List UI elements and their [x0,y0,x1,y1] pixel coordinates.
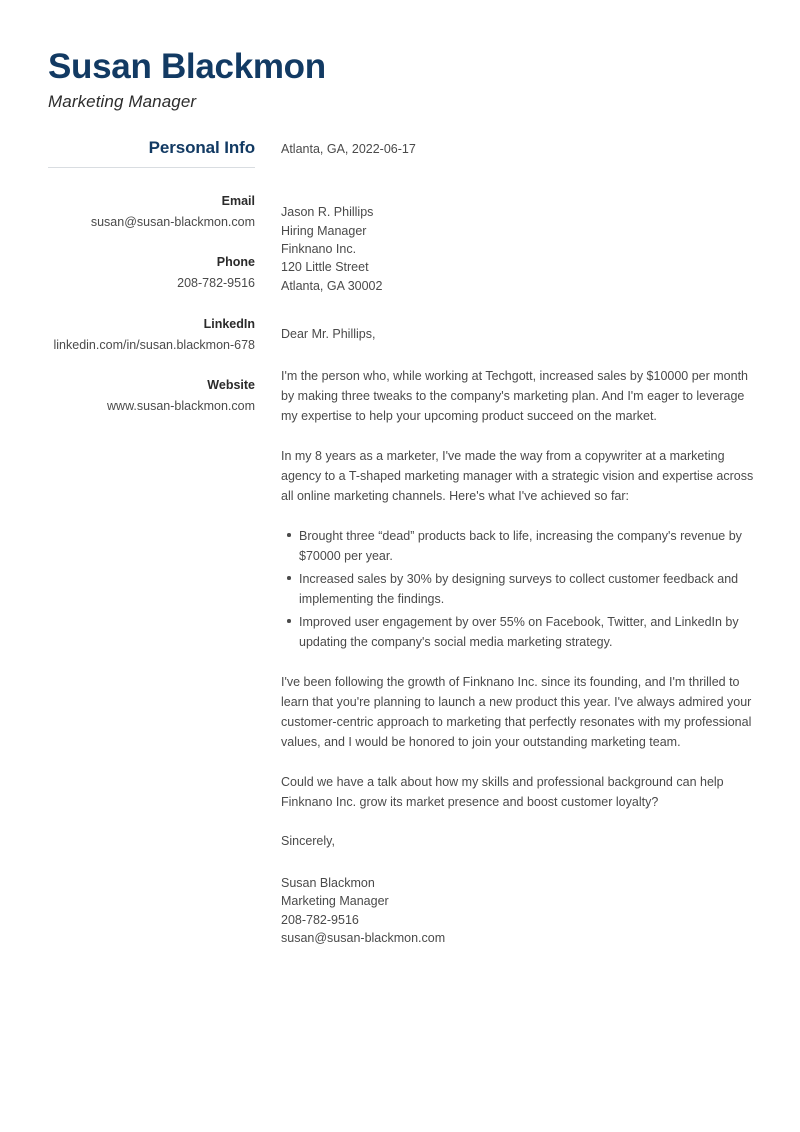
letter-paragraph-1: I'm the person who, while working at Techgott, increased sales by $10000 per month by making three tweaks to the company's marketing plan. And I'm eager to leverage my expertise to help your upcoming product succeed on the market. [281,369,749,424]
signature-title: Marketing Manager [281,894,389,909]
letter-paragraph-4: Could we have a talk about how my skills and professional background can help Finknano Inc. grow its market presence and boost customer loyalty? [281,775,724,810]
contact-value-linkedin[interactable]: linkedin.com/in/susan.blackmon-678 [53,337,255,352]
applicant-job-title: Marketing Manager [48,91,197,111]
letter-paragraph-2: In my 8 years as a marketer, I've made the way from a copywriter at a marketing agency to a T-shaped marketing manager with a strategic vision and expertise across all online marketing channels. Here's what I've achieved so far: [281,449,754,504]
contact-label-website: Website [207,378,255,393]
section-divider [48,167,255,168]
achievement-item: Brought three “dead” products back to life, increasing the company's revenue by $70000 per year. [299,526,754,566]
achievements-list [281,526,754,652]
closing-line: Sincerely, [281,834,335,849]
letter-body-columns [48,138,754,948]
contact-item-phone [48,253,255,293]
contact-label-linkedin: LinkedIn [203,316,255,331]
letter-date: Atlanta, GA, 2022-06-17 [281,141,416,156]
recipient-company: Finknano Inc. [281,241,357,256]
contact-value-email[interactable]: susan@susan-blackmon.com [90,214,255,229]
recipient-title: Hiring Manager [281,223,367,238]
applicant-name: Susan Blackmon [48,47,326,86]
contact-value-website[interactable]: www.susan-blackmon.com [107,399,255,414]
personal-info-heading: Personal Info [148,137,255,157]
recipient-street: 120 Little Street [281,260,369,275]
letter-paragraph-3: I've been following the growth of Finknano Inc. since its founding, and I'm thrilled to learn that you're planning to launch a new product this year. I've always admired your customer-centric approach to marketing that perfectly resonates with my professional values, and I would be honored to join your outstanding marketing team. [281,675,752,750]
salutation: Dear Mr. Phillips, [281,327,376,342]
achievement-item: Improved user engagement by over 55% on Facebook, Twitter, and LinkedIn by updating the company's social media marketing strategy. [299,612,754,652]
achievement-item: Increased sales by 30% by designing surveys to collect customer feedback and implementing the findings. [299,569,754,609]
recipient-address-block [281,203,754,295]
contact-label-email: Email [221,193,255,208]
contact-item-linkedin [48,315,255,355]
recipient-name: Jason R. Phillips [281,205,374,220]
letter-header [48,48,754,112]
signature-block [281,874,754,948]
recipient-city-state-zip: Atlanta, GA 30002 [281,278,383,293]
letter-main-column [255,138,754,948]
contact-item-website [48,376,255,416]
contact-label-phone: Phone [216,255,255,270]
personal-info-sidebar [48,138,255,438]
contact-item-email [48,192,255,232]
signature-phone[interactable]: 208-782-9516 [281,912,359,927]
contact-value-phone[interactable]: 208-782-9516 [177,276,255,291]
signature-email[interactable]: susan@susan-blackmon.com [281,931,446,946]
signature-name: Susan Blackmon [281,875,375,890]
